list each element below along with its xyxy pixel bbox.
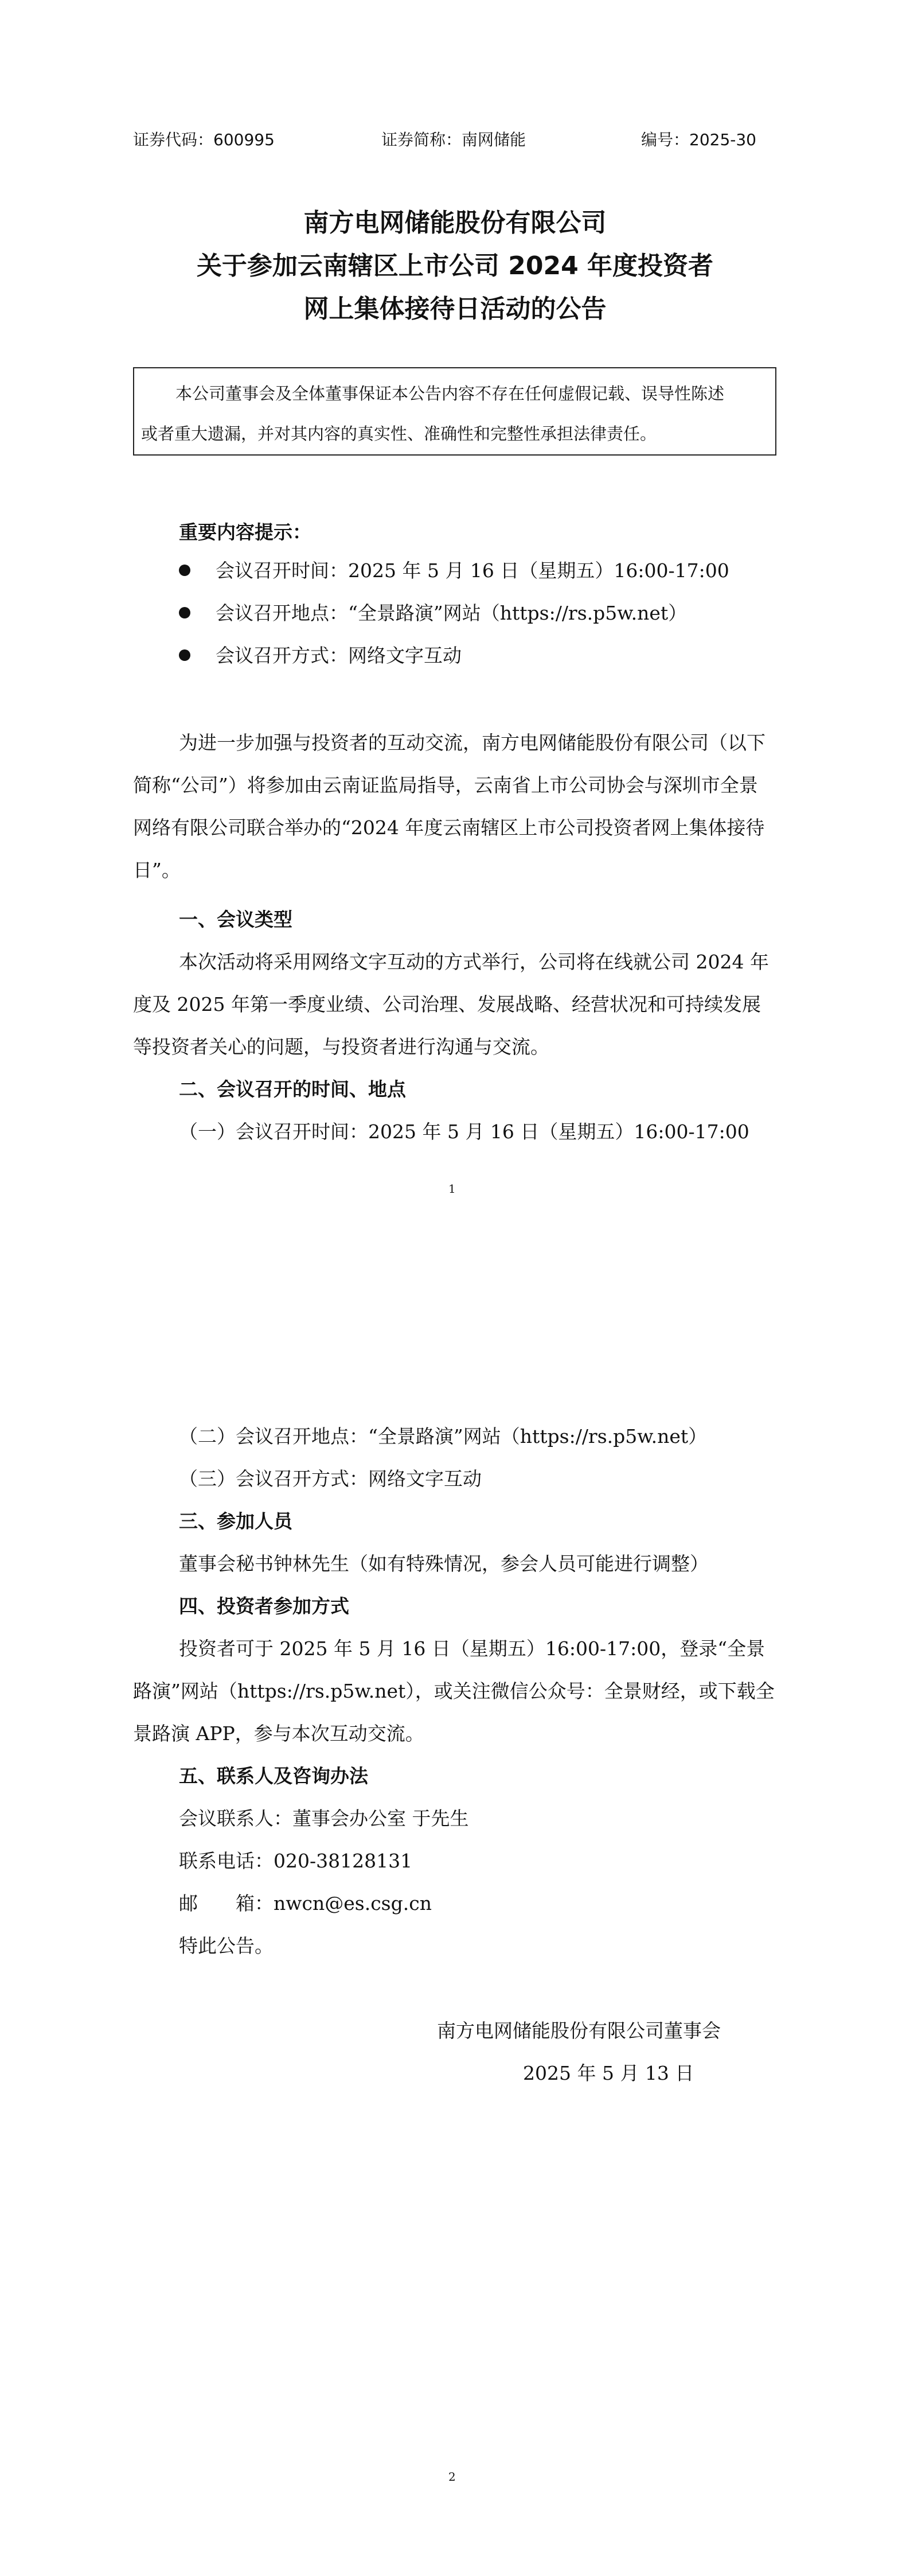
title-line-3: 网上集体接待日活动的公告 [303,294,607,324]
meeting-time: （一）会议召开时间：2025 年 5 月 16 日（星期五）16:00-17:00 [179,1120,749,1143]
section-1-heading: 一、会议类型 [179,908,292,931]
signature-organization: 南方电网储能股份有限公司董事会 [437,2019,721,2042]
stock-abbreviation: 证券简称：南网储能 [381,130,526,149]
closing-text: 特此公告。 [179,1935,274,1957]
page-number: 1 [448,1182,456,1196]
email-label: 邮 箱： [179,1892,274,1915]
stock-code: 证券代码：600995 [133,130,275,149]
section-4-heading: 四、投资者参加方式 [179,1595,349,1617]
bullet-icon [179,565,190,576]
disclaimer-line-1: 本公司董事会及全体董事保证本公告内容不存在任何虚假记载、误导性陈述 [175,384,725,403]
email-address: nwcn@es.csg.cn [274,1892,432,1915]
contact-email-row [179,1882,432,1925]
disclaimer-box [133,367,776,456]
section-3-text: 董事会秘书钟林先生（如有特殊情况，参会人员可能进行调整） [179,1552,709,1575]
contact-phone: 联系电话：020-38128131 [179,1850,413,1872]
section-5-heading: 五、联系人及咨询办法 [179,1765,368,1787]
highlight-item: 会议召开时间：2025 年 5 月 16 日（星期五）16:00-17:00 [179,550,729,592]
highlight-item: 会议召开地点：“全景路演”网站（https://rs.p5w.net） [179,592,687,635]
section-4-text: 投资者可于 2025 年 5 月 16 日（星期五）16:00-17:00，登录“全景路演”网站（https://rs.p5w.net），或关注微信公众号：全景财经，或下载全景路演 APP，参与本次互动交流。 [133,1637,775,1745]
title-line-2: 关于参加云南辖区上市公司 2024 年度投资者 [196,251,714,281]
title-line-1: 南方电网储能股份有限公司 [303,208,607,238]
contact-person: 会议联系人：董事会办公室 于先生 [179,1807,469,1830]
bullet-icon [179,649,190,661]
intro-paragraph: 为进一步加强与投资者的互动交流，南方电网储能股份有限公司（以下简称“公司”）将参加由云南证监局指导，云南省上市公司协会与深圳市全景网络有限公司联合举办的“2024 年度云南辖区上市公司投资者网上集体接待日”。 [133,731,766,881]
page-number: 2 [448,2470,456,2484]
meeting-location: （二）会议召开地点：“全景路演”网站（https://rs.p5w.net） [179,1425,708,1447]
signature-date: 2025 年 5 月 13 日 [523,2062,694,2084]
section-2-heading: 二、会议召开的时间、地点 [179,1078,406,1100]
document-page-2 [0,1288,910,2576]
highlights-heading: 重要内容提示： [179,521,311,543]
section-1-text: 本次活动将采用网络文字互动的方式举行，公司将在线就公司 2024 年度及 2025 年第一季度业绩、公司治理、发展战略、经营状况和可持续发展等投资者关心的问题，与投资者进行沟通与交流。 [133,951,769,1058]
section-3-heading: 三、参加人员 [179,1510,292,1532]
disclaimer-line-2: 或者重大遗漏，并对其内容的真实性、准确性和完整性承担法律责任。 [141,424,657,443]
bullet-icon [179,607,190,618]
announcement-number: 编号：2025-30 [641,130,756,149]
highlight-item: 会议召开方式：网络文字互动 [179,635,462,677]
meeting-method: （三）会议召开方式：网络文字互动 [179,1468,482,1490]
